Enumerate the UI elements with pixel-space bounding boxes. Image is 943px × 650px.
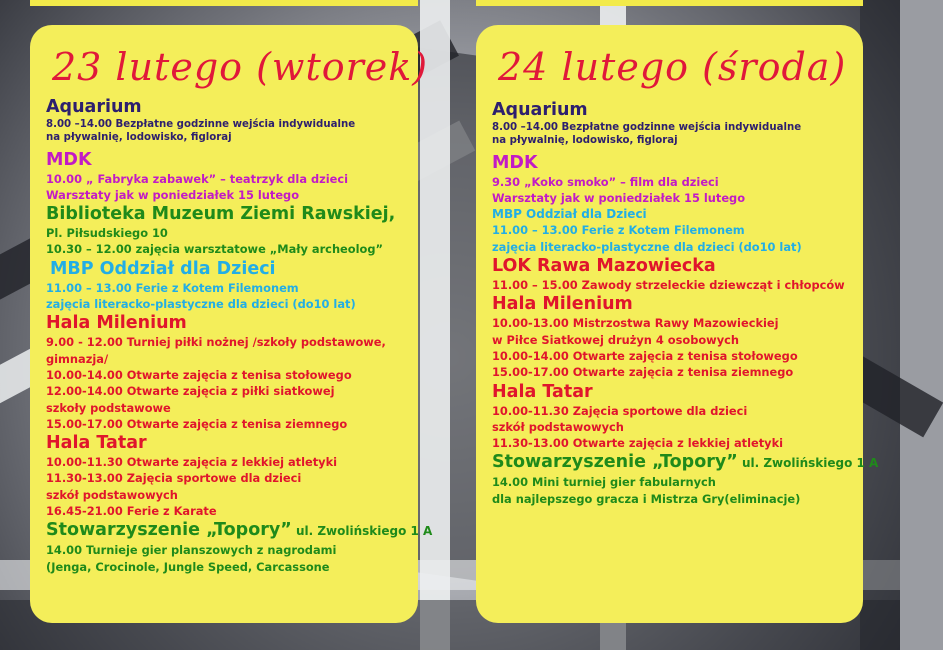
- venue-topory: [46, 519, 433, 542]
- event-line: 11.30-13.00 Otwarte zajęcia z lekkiej atletyki: [492, 436, 784, 451]
- event-line: 15.00-17.00 Otwarte zajęcia z tenisa ziemnego: [492, 365, 794, 380]
- event-line: 14.00 Mini turniej gier fabularnych: [492, 475, 716, 490]
- event-line: 14.00 Turnieje gier planszowych z nagrodami: [46, 543, 337, 558]
- event-line: 12.00-14.00 Otwarte zajęcia z piłki siatkowej: [46, 384, 335, 399]
- event-line: zajęcia literacko-plastyczne dla dzieci (do10 lat): [46, 297, 356, 312]
- venue-topory-name: Stowarzyszenie „Topory”: [492, 452, 738, 473]
- event-line: 10.30 – 12.00 zajęcia warsztatowe „Mały archeolog”: [46, 242, 383, 257]
- venue-topory-address: ul. Zwolińskiego 1 A: [291, 524, 433, 539]
- event-line: 11.30-13.00 Zajęcia sportowe dla dzieci: [46, 471, 302, 486]
- event-line: Warsztaty jak w poniedziałek 15 lutego: [492, 190, 746, 205]
- venue-topory: [492, 451, 879, 474]
- event-line: 9.00 - 12.00 Turniej piłki nożnej /szkoły podstawowe,: [46, 335, 386, 350]
- event-line: 10.00-13.00 Mistrzostwa Rawy Mazowieckiej: [492, 316, 779, 331]
- venue-mbp: MBP Oddział dla Dzieci: [50, 258, 276, 279]
- event-line: Warsztaty jak w poniedziałek 15 lutego: [46, 187, 300, 202]
- event-line: na pływalnię, lodowisko, figloraj: [492, 135, 678, 147]
- event-line: (Jenga, Crocinole, Jungle Speed, Carcassone: [46, 559, 330, 574]
- top-bar-right: [476, 0, 863, 6]
- venue-hala-tatar: Hala Tatar: [492, 381, 593, 402]
- top-bar-left: [30, 0, 418, 6]
- venue-topory-name: Stowarzyszenie „Topory”: [46, 520, 292, 541]
- event-line: gimnazja/: [46, 351, 109, 366]
- event-line: na pływalnię, lodowisko, figloraj: [46, 132, 232, 144]
- event-line: 11.00 – 15.00 Zawody strzeleckie dziewcząt i chłopców: [492, 278, 845, 293]
- venue-biblioteka: Biblioteka Muzeum Ziemi Rawskiej,: [46, 204, 396, 225]
- venue-mdk: MDK: [46, 149, 92, 170]
- venue-aquarium: Aquarium: [46, 97, 142, 117]
- venue-hala-milenium: Hala Milenium: [492, 294, 633, 315]
- event-line: 9.30 „Koko smoko” – film dla dzieci: [492, 174, 719, 189]
- date-heading: 23 lutego (wtorek): [52, 45, 429, 89]
- event-line: szkół podstawowych: [492, 419, 624, 434]
- event-line: 10.00 „ Fabryka zabawek” – teatrzyk dla dzieci: [46, 171, 349, 186]
- event-line: szkół podstawowych: [46, 487, 178, 502]
- event-line: 16.45-21.00 Ferie z Karate: [46, 504, 217, 519]
- event-line: 8.00 –14.00 Bezpłatne godzinne wejścia indywidualne: [492, 122, 802, 133]
- event-line: 11.00 – 13.00 Ferie z Kotem Filemonem: [46, 280, 299, 295]
- event-line: 10.00-14.00 Otwarte zajęcia z tenisa stołowego: [46, 367, 352, 382]
- event-line: zajęcia literacko-plastyczne dla dzieci (do10 lat): [492, 239, 802, 254]
- event-list: [46, 96, 433, 575]
- date-heading: 24 lutego (środa): [498, 45, 847, 89]
- event-line: 11.00 – 13.00 Ferie z Kotem Filemonem: [492, 223, 745, 238]
- event-list: [492, 99, 879, 507]
- venue-mbp: MBP Oddział dla Dzieci: [492, 207, 647, 222]
- venue-hala-milenium: Hala Milenium: [46, 313, 187, 334]
- event-line: szkoły podstawowe: [46, 400, 171, 415]
- day-card-24-february: [476, 25, 879, 623]
- event-line: 8.00 –14.00 Bezpłatne godzinne wejścia indywidualne: [46, 119, 356, 130]
- event-line: Pl. Piłsudskiego 10: [46, 226, 168, 241]
- event-line: 10.00-11.30 Otwarte zajęcia z lekkiej atletyki: [46, 455, 338, 470]
- event-line: 10.00-14.00 Otwarte zajęcia z tenisa stołowego: [492, 348, 798, 363]
- venue-topory-address: ul. Zwolińskiego 1 A: [737, 456, 879, 471]
- venue-hala-tatar: Hala Tatar: [46, 433, 147, 454]
- event-line: w Piłce Siatkowej drużyn 4 osobowych: [492, 332, 739, 347]
- venue-mdk: MDK: [492, 152, 538, 173]
- event-line: 10.00-11.30 Zajęcia sportowe dla dzieci: [492, 403, 748, 418]
- event-line: 15.00-17.00 Otwarte zajęcia z tenisa ziemnego: [46, 416, 348, 431]
- event-line: dla najlepszego gracza i Mistrza Gry(eliminacje): [492, 491, 801, 506]
- venue-lok: LOK Rawa Mazowiecka: [492, 256, 716, 277]
- venue-aquarium: Aquarium: [492, 100, 588, 120]
- day-card-23-february: [30, 25, 433, 623]
